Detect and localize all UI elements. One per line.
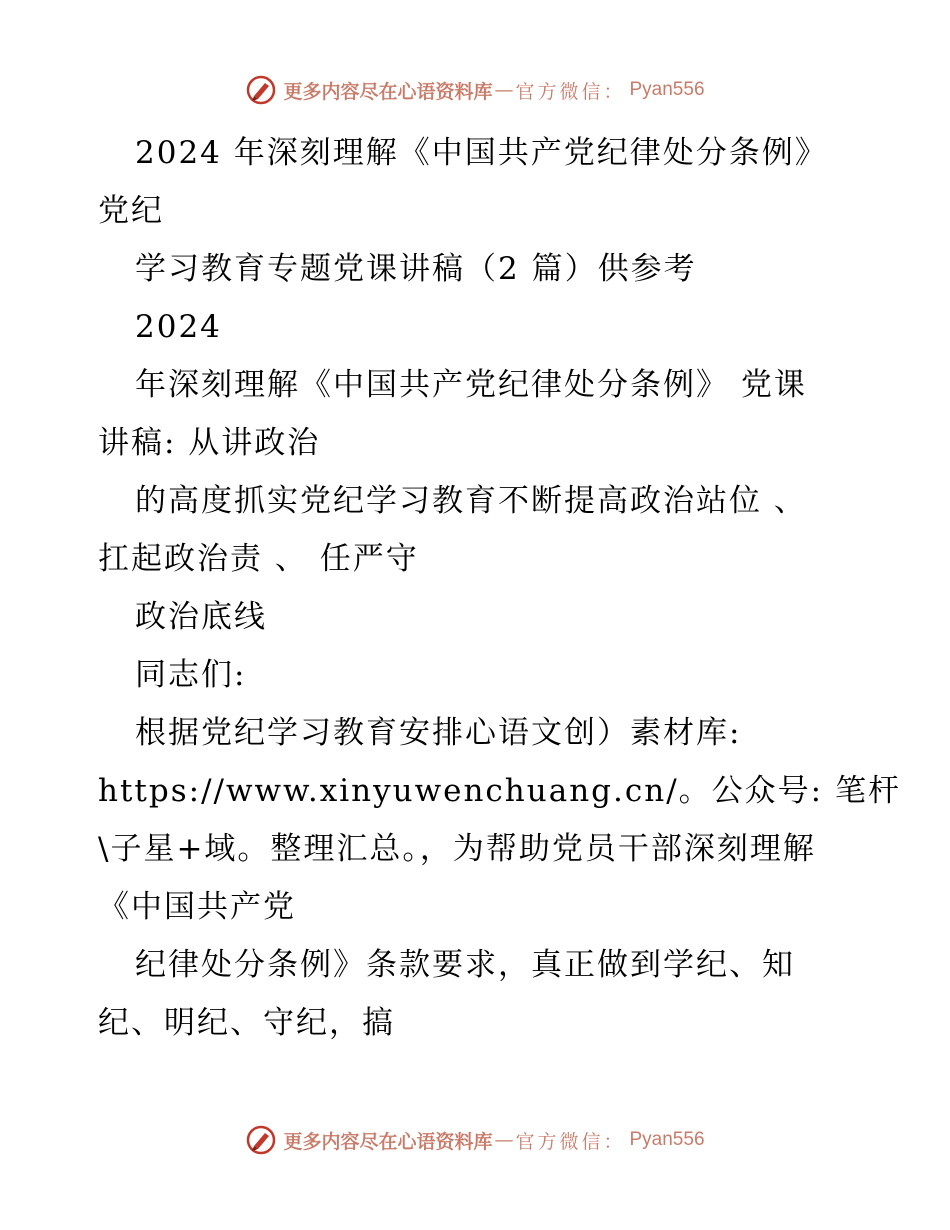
body-line: 2024 年深刻理解《中国共产党纪律处分条例》 xyxy=(135,135,828,171)
pen-logo-icon xyxy=(245,74,277,106)
pen-logo-icon xyxy=(245,1124,277,1156)
body-line: \子星+域。整理汇总。，为帮助党员干部深刻理解 xyxy=(98,831,816,867)
body-line: 政治底线 xyxy=(135,599,267,635)
body-line: 纪、明纪、守纪，搞 xyxy=(98,1005,395,1041)
body-line: 扛起政治责 、 任严守 xyxy=(98,541,419,577)
header-wechat-id: Pyan556 xyxy=(629,79,705,100)
header-wechat-label: 官方微信： xyxy=(515,80,626,103)
body-line: 纪律处分条例》条款要求，真正做到学纪、知 xyxy=(135,947,795,983)
body-line: 《中国共产党 xyxy=(98,889,296,925)
body-line: 年深刻理解《中国共产党纪律处分条例》 党课 xyxy=(135,367,807,403)
header-separator: — xyxy=(494,79,514,101)
body-line: 的高度抓实党纪学习教育不断提高政治站位 、 xyxy=(135,483,807,519)
body-line: 学习教育专题党课讲稿（2 篇）供参考 xyxy=(135,251,697,287)
header-slogan: 更多内容尽在心语资料库 xyxy=(283,80,493,103)
document-body xyxy=(98,124,901,1052)
body-line: https://www.xinyuwenchuang.cn/。公众号: 笔杆 xyxy=(98,773,901,809)
body-line: 党纪 xyxy=(98,193,164,229)
header-banner xyxy=(0,70,950,110)
footer-wechat-label: 官方微信： xyxy=(515,1130,626,1153)
body-line: 根据党纪学习教育安排心语文创）素材库: xyxy=(135,715,742,751)
footer-slogan: 更多内容尽在心语资料库 xyxy=(283,1130,493,1153)
body-line: 同志们: xyxy=(135,657,247,693)
body-line: 讲稿: 从讲政治 xyxy=(98,425,321,461)
footer-separator: — xyxy=(494,1129,514,1151)
body-line: 2024 xyxy=(135,309,222,345)
footer-banner xyxy=(0,1120,950,1160)
footer-wechat-id: Pyan556 xyxy=(629,1129,705,1150)
